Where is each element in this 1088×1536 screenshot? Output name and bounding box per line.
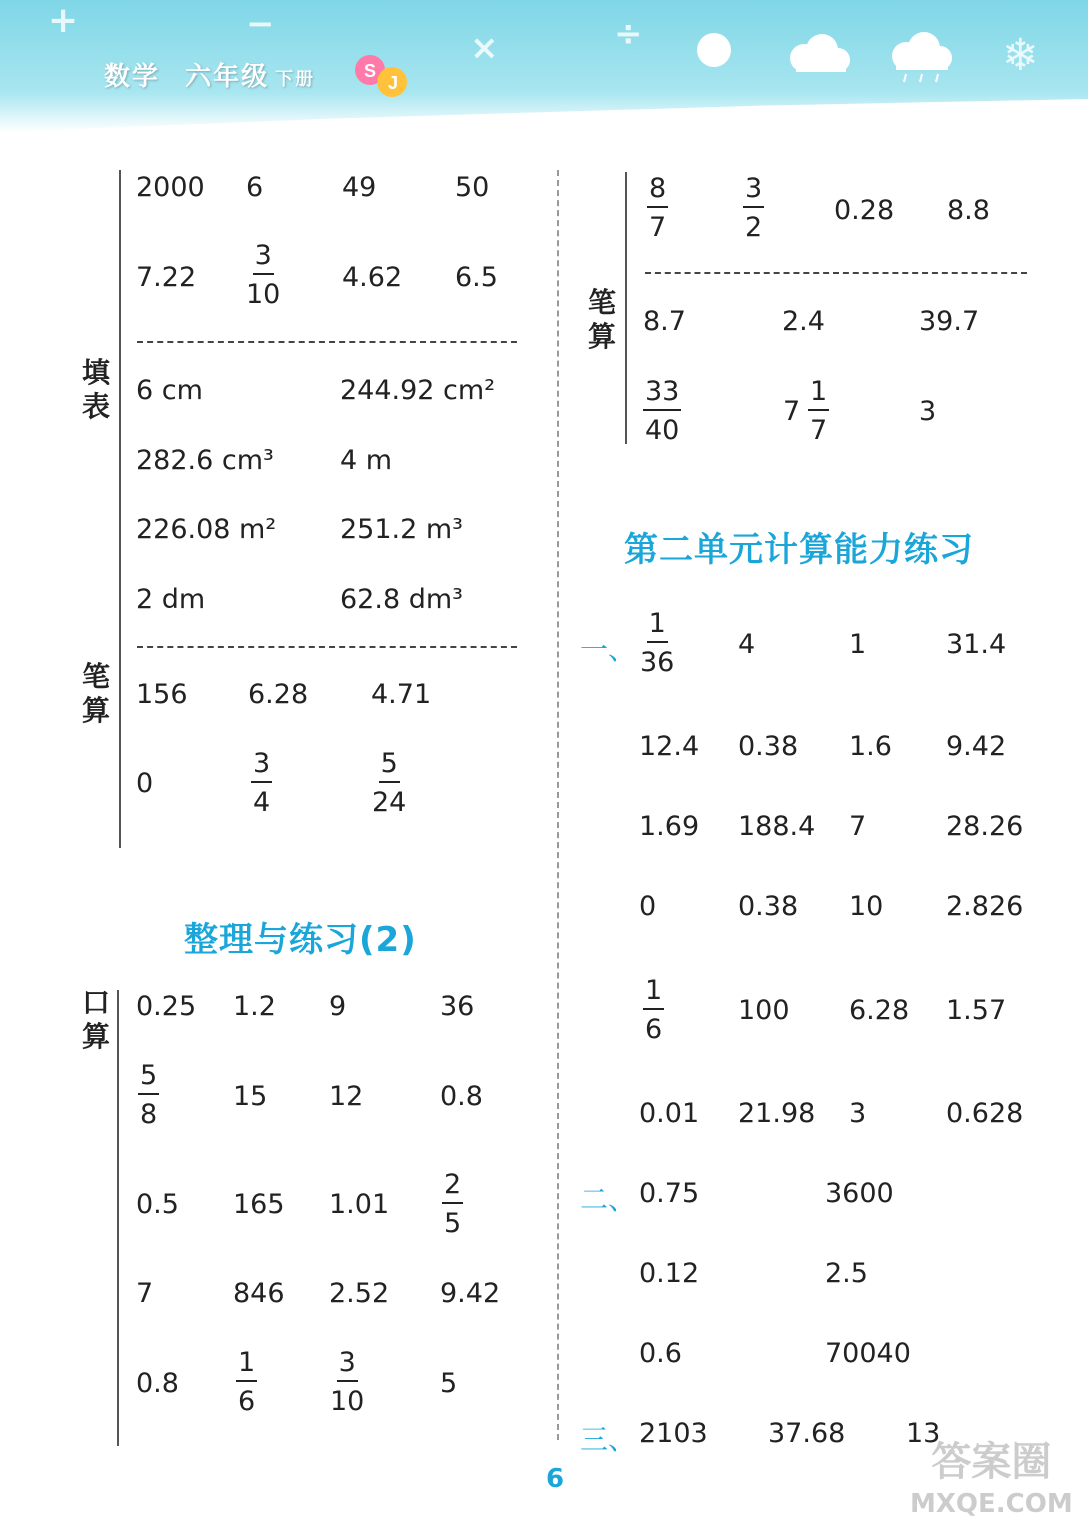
cell: 188.4: [738, 811, 816, 842]
cell: 7: [136, 1278, 154, 1309]
denominator: 24: [372, 787, 407, 818]
denominator: 6: [238, 1386, 256, 1417]
page-number: 6: [546, 1464, 565, 1494]
cell: 0.28: [834, 195, 895, 226]
numerator: 5: [138, 1062, 159, 1095]
cell: 0.38: [738, 731, 799, 762]
dashed-separator: [137, 341, 517, 343]
dashed-separator: [137, 646, 517, 648]
cell: 2.5: [825, 1258, 868, 1289]
numerator: 1: [808, 378, 829, 411]
cell: 62.8 dm³: [340, 584, 463, 615]
cell: 2.4: [782, 306, 825, 337]
cell: 6 cm: [136, 375, 203, 406]
cell: 7: [849, 811, 867, 842]
label-oral: 口算: [81, 986, 110, 1053]
cell: 4 m: [340, 445, 393, 476]
label-written-right: 笔算: [587, 286, 616, 353]
cell: 0.8: [440, 1081, 483, 1112]
cell: 2 dm: [136, 584, 206, 615]
denominator: 5: [444, 1208, 462, 1239]
cloud-icon: [782, 28, 854, 82]
numerator: 5: [379, 750, 400, 783]
rain-cloud-icon: [884, 28, 956, 88]
fraction: [643, 378, 681, 444]
cell: 1.69: [639, 811, 700, 842]
divide-icon: ÷: [614, 14, 643, 54]
numerator: 3: [253, 242, 274, 275]
snowflake-icon: ❄: [1002, 30, 1039, 81]
numerator: 1: [647, 610, 668, 643]
book-title: [104, 56, 315, 93]
cell: 6.28: [849, 995, 910, 1026]
svg-text:S: S: [364, 61, 377, 81]
cell: 12.4: [639, 731, 700, 762]
numerator: 1: [643, 977, 664, 1010]
cell: 15: [233, 1081, 268, 1112]
cell: 3600: [825, 1178, 894, 1209]
cell: 0.12: [639, 1258, 700, 1289]
mixed-number-whole: 7: [783, 396, 801, 427]
cell: 4.71: [371, 679, 432, 710]
fraction: [330, 1349, 364, 1415]
question-number-3: 三、: [580, 1423, 637, 1456]
cell: 251.2 m³: [340, 514, 464, 545]
cell: 50: [455, 172, 490, 203]
cell: 39.7: [919, 306, 980, 337]
dashed-separator: [645, 272, 1027, 274]
cell: 8.7: [643, 306, 686, 337]
cell: 0.628: [946, 1098, 1024, 1129]
label-fill-table: 填表: [81, 356, 110, 423]
cell: 0.6: [639, 1338, 682, 1369]
fraction: [643, 977, 664, 1043]
numerator: 33: [643, 378, 681, 411]
cell: 846: [233, 1278, 285, 1309]
cell: 21.98: [738, 1098, 816, 1129]
cell: 0: [639, 891, 657, 922]
fraction: [743, 175, 764, 241]
cell: 1: [849, 629, 867, 660]
cell: 70040: [825, 1338, 911, 1369]
cell: 282.6 cm³: [136, 445, 274, 476]
cell: 0.38: [738, 891, 799, 922]
cell: 1.57: [946, 995, 1007, 1026]
numerator: 8: [647, 175, 668, 208]
fraction: [138, 1062, 159, 1128]
fraction: [640, 610, 674, 676]
cell: 2000: [136, 172, 205, 203]
volume: 下册: [275, 69, 316, 90]
denominator: 10: [330, 1386, 365, 1417]
cell: 0.25: [136, 991, 197, 1022]
numerator: 3: [251, 750, 272, 783]
svg-text:J: J: [388, 73, 399, 93]
denominator: 40: [645, 415, 680, 446]
cell: 156: [136, 679, 188, 710]
cell: 10: [849, 891, 884, 922]
cell: 9.42: [440, 1278, 501, 1309]
cell: 8.8: [947, 195, 990, 226]
cell: 226.08 m²: [136, 514, 277, 545]
cell: 244.92 cm²: [340, 375, 496, 406]
cell: 1.01: [329, 1189, 390, 1220]
watermark-line1: 答案圈: [931, 1439, 1052, 1485]
question-number-2: 二、: [580, 1183, 637, 1216]
denominator: 7: [649, 212, 667, 243]
denominator: 8: [140, 1099, 158, 1130]
numerator: 2: [442, 1171, 463, 1204]
cell: 0: [136, 768, 154, 799]
cell: 6.5: [455, 262, 498, 293]
cell: 0.01: [639, 1098, 700, 1129]
cell: 6: [246, 172, 264, 203]
section-title-unit2: 第二单元计算能力练习: [624, 530, 974, 570]
cell: 36: [440, 991, 475, 1022]
denominator: 10: [246, 279, 281, 310]
cell: 6.28: [248, 679, 309, 710]
cell: 4.62: [342, 262, 403, 293]
sj-logo: [352, 52, 410, 100]
left-block1-line: [119, 170, 121, 848]
cell: 2.826: [946, 891, 1024, 922]
right-block1-line: [625, 172, 627, 444]
denominator: 36: [640, 647, 675, 678]
cell: 4: [738, 629, 756, 660]
numerator: 1: [236, 1349, 257, 1382]
fraction: [372, 750, 406, 816]
section-title-review: 整理与练习(2): [184, 920, 417, 960]
column-divider: [557, 170, 559, 1440]
times-icon: ×: [470, 28, 499, 68]
numerator: 3: [337, 1349, 358, 1382]
cell: 37.68: [768, 1418, 846, 1449]
denominator: 2: [745, 212, 763, 243]
cell: 7.22: [136, 262, 197, 293]
fraction: [246, 242, 280, 308]
fraction: [647, 175, 668, 241]
watermark: [910, 1436, 1073, 1522]
cell: 1.6: [849, 731, 892, 762]
watermark-line2: MXQE.COM: [910, 1489, 1073, 1519]
fraction: [236, 1349, 257, 1415]
numerator: 3: [743, 175, 764, 208]
cell: 0.8: [136, 1368, 179, 1399]
cell: 31.4: [946, 629, 1007, 660]
sun-icon: [694, 28, 734, 72]
denominator: 6: [645, 1014, 663, 1045]
cell: 2.52: [329, 1278, 390, 1309]
cell: 28.26: [946, 811, 1024, 842]
cell: 13: [906, 1418, 941, 1449]
grade: 六年级: [185, 62, 270, 92]
denominator: 7: [810, 415, 828, 446]
left-block2-line: [117, 990, 119, 1446]
cell: 0.5: [136, 1189, 179, 1220]
cell: 2103: [639, 1418, 708, 1449]
fraction: [251, 750, 272, 816]
cell: 3: [849, 1098, 867, 1129]
question-number-1: 一、: [580, 633, 637, 666]
cell: 1.2: [233, 991, 276, 1022]
cell: 165: [233, 1189, 285, 1220]
cell: 100: [738, 995, 790, 1026]
denominator: 4: [253, 787, 271, 818]
cell: 9: [329, 991, 347, 1022]
minus-icon: −: [246, 4, 275, 44]
cell: 3: [919, 396, 937, 427]
cell: 0.75: [639, 1178, 700, 1209]
subject: 数学: [104, 62, 161, 92]
cell: 5: [440, 1368, 458, 1399]
label-written: 笔算: [81, 660, 110, 727]
cell: 49: [342, 172, 377, 203]
cell: 9.42: [946, 731, 1007, 762]
cell: 12: [329, 1081, 364, 1112]
fraction: [808, 378, 829, 444]
fraction: [442, 1171, 463, 1237]
plus-icon: +: [48, 0, 79, 41]
